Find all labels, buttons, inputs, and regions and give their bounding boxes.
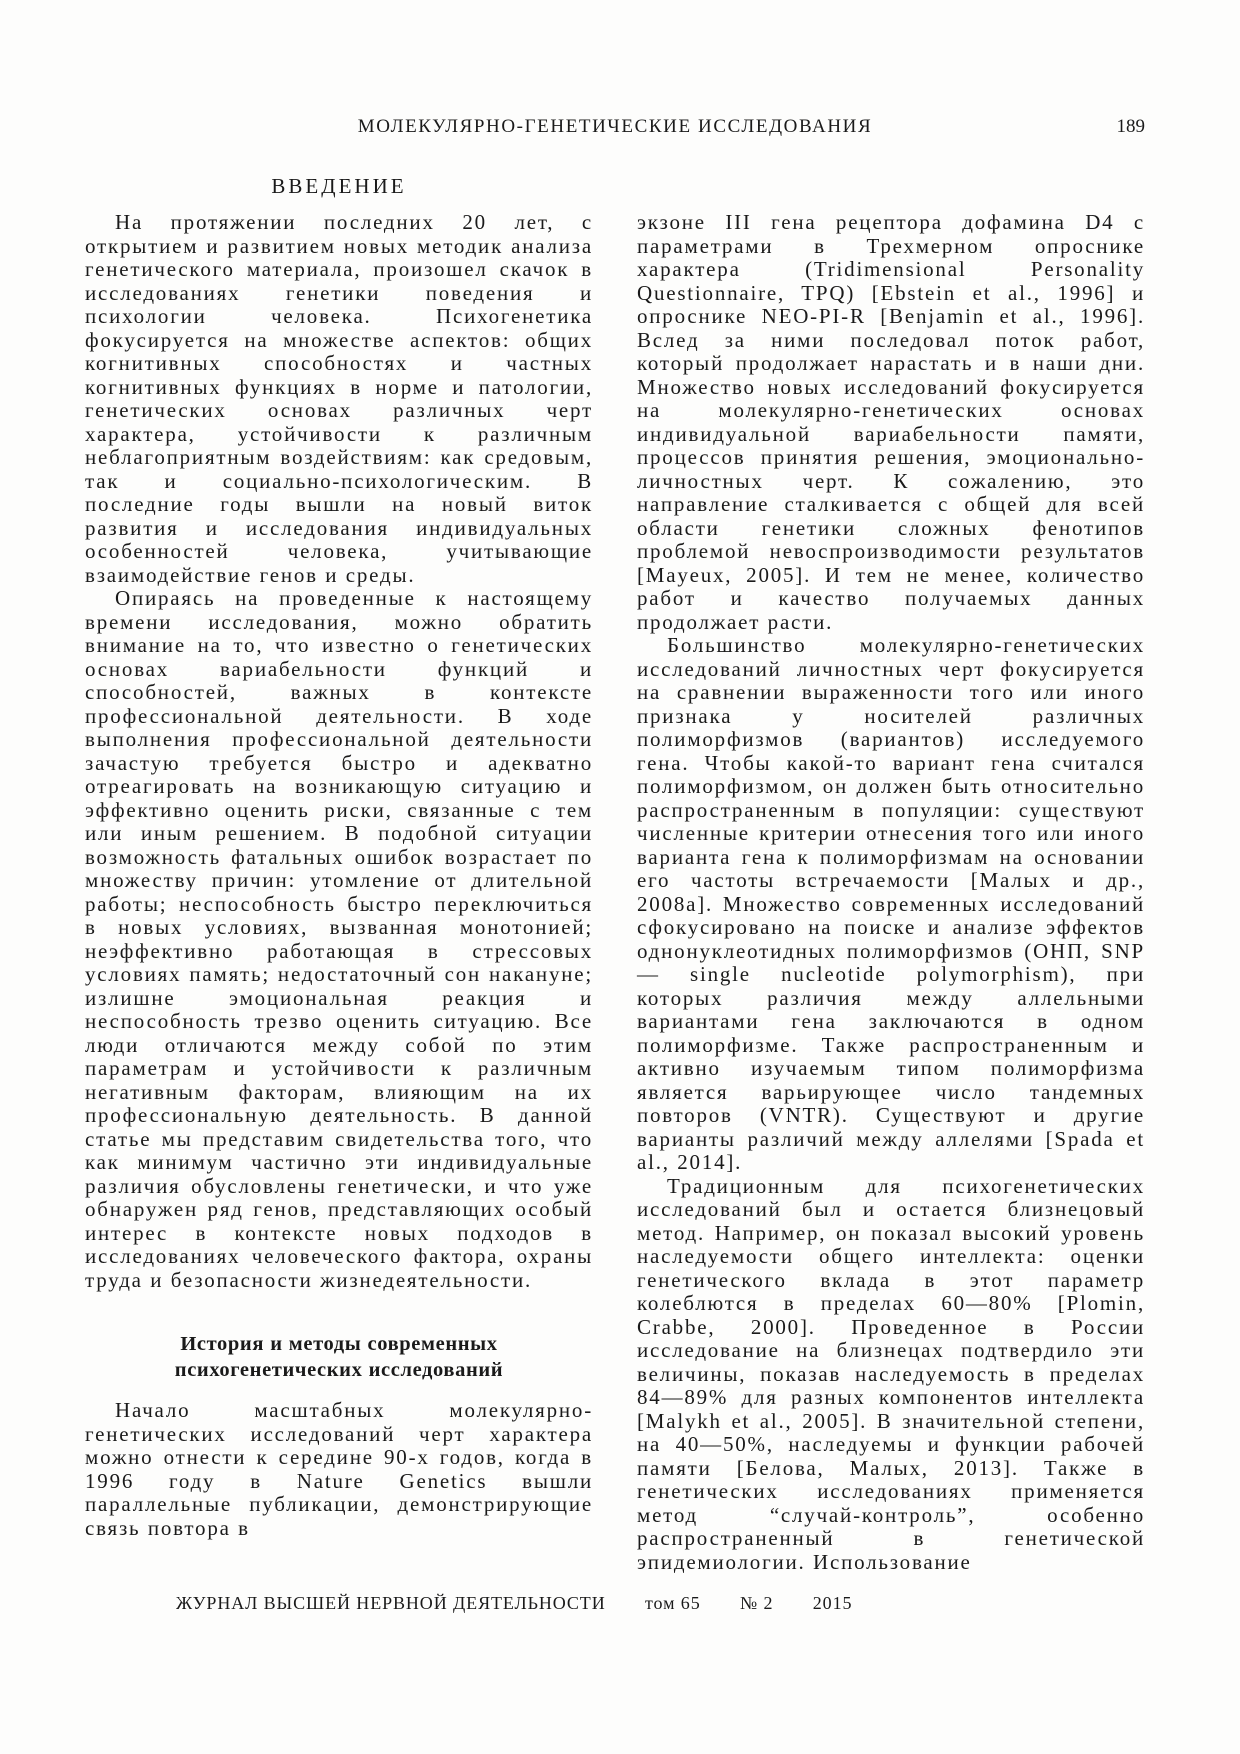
paragraph-intro-2: Опираясь на проведенные к настоящему времени исследования, можно обратить внимание на то, что известно о генетических основах вариабельности функций и способностей, важных в контексте профессиональной деятельности. В ходе выполнения профессиональной деятельности зачастую требуется быстро и адекватно отреагировать на возникающую ситуацию и эффективно оценить риски, связанные с тем или иным решением. В подобной ситуации возможность фатальных ошибок возрастает по множеству причин: утомление от длительной работы; неспособность быстро переключиться в новых условиях, вызванная монотонией; неэффективно работающая в стрессовых условиях память; недостаточный сон накануне; излишне эмоциональная реакция и неспособность трезво оценить ситуацию. Все люди отличаются между собой по этим параметрам и устойчивости к различным негативным факторам, влияющим на их профессиональную деятельность. В данной статье мы представим свидетельства того, что как минимум частично эти индивидуальные различия обусловлены генетически, и что уже обнаружен ряд генов, представляющих особый интерес в контексте новых подходов в исследованиях человеческого фактора, охраны труда и безопасности жизнедеятельности.: [85, 586, 593, 1292]
text-columns: [85, 174, 1145, 1574]
paragraph-intro-1: На протяжении последних 20 лет, с открытием и развитием новых методик анализа генетического материала, произошел скачок в исследованиях генетики поведения и психологии человека. Психогенетика фокусируется на множестве аспектов: общих когнитивных способностях и частных когнитивных функциях в норме и патологии, генетических основах различных черт характера, устойчивости к различным неблагоприятным воздействиям: как средовым, так и социально-психологическим. В последние годы вышли на новый виток развития и исследования индивидуальных особенностей человека, учитывающие взаимодействие генов и среды.: [85, 210, 593, 587]
running-header: [85, 116, 1145, 138]
section-heading-history: [99, 1332, 579, 1383]
section-heading-introduction: ВВЕДЕНИЕ: [271, 174, 407, 198]
paragraph-twin-method: Традиционным для психогенетических исследований был и остается близнецовый метод. Например, он показал высокий уровень наследуемости общего интеллекта: оценки генетического вклада в этот параметр колеблются в пределах 60—80% [Plomin, Crabbe, 2000]. Проведенное в России исследование на близнецах подтвердило эти величины, показав наследуемость в пределах 84—89% для разных компонентов интеллекта [Malykh et al., 2005]. В значительной степени, на 40—50%, наследуемы и функции рабочей памяти [Белова, Малых, 2013]. Также в генетических исследованиях применяется метод “случай-контроль”, особенно распространенный в генетической эпидемиологии. Использование: [637, 1173, 1145, 1574]
running-title: МОЛЕКУЛЯРНО-ГЕНЕТИЧЕСКИЕ ИССЛЕДОВАНИЯ: [357, 116, 873, 137]
section-heading-history-line1: История и методы современных: [180, 1333, 498, 1355]
page-number: 189: [1116, 116, 1145, 137]
right-column: [637, 174, 1145, 1574]
left-column: [85, 174, 593, 1574]
journal-year: 2015: [812, 1593, 853, 1613]
running-footer: [176, 1593, 852, 1614]
paragraph-polymorphisms: Большинство молекулярно-генетических исследований личностных черт фокусируется на сравнении выраженности того или иного признака у носителей различных полиморфизмов (вариантов) исследуемого гена. Чтобы какой-то вариант гена считался полиморфизмом, он должен быть относительно распространенным в популяции: существуют численные критерии отнесения того или иного варианта гена к полиморфизмам на основании его частоты встречаемости [Малых и др., 2008а]. Множество современных исследований сфокусировано на поиске и анализе эффектов однонуклеотидных полиморфизмов (ОНП, SNP — single nucleotide polymorphism), при которых различия между аллельными вариантами гена заключаются в одном полиморфизме. Также распространенным и активно изучаемым типом полиморфизма является варьирующее число тандемных повторов (VNTR). Существуют и другие варианты различий между аллелями [Spada et al., 2014].: [637, 633, 1145, 1174]
journal-volume: том 65: [645, 1593, 701, 1613]
journal-issue: № 2: [740, 1593, 774, 1613]
paragraph-history-1: Начало масштабных молекулярно-генетических исследований черт характера можно отнести к середине 90-х годов, когда в 1996 году в Nature Genetics вышли параллельные публикации, демонстрирующие связь повтора в: [85, 1398, 593, 1540]
paragraph-continuation: экзоне III гена рецептора дофамина D4 с параметрами в Трехмерном опроснике характера (Tridimensional Personality Questionnaire, TPQ) [Ebstein et al., 1996] и опроснике NEO-PI-R [Benjamin et al., 1996]. Вслед за ними последовал поток работ, который продолжает нарастать и в наши дни. Множество новых исследований фокусируется на молекулярно-генетических основах индивидуальной вариабельности памяти, процессов принятия решения, эмоционально-личностных черт. К сожалению, это направление сталкивается с общей для всей области генетики сложных фенотипов проблемой невоспроизводимости результатов [Mayeux, 2005]. И тем не менее, количество работ и качество получаемых данных продолжает расти.: [637, 210, 1145, 634]
section-heading-history-line2: психогенетических исследований: [174, 1358, 504, 1381]
journal-title: ЖУРНАЛ ВЫСШЕЙ НЕРВНОЙ ДЕЯТЕЛЬНОСТИ: [176, 1593, 606, 1613]
